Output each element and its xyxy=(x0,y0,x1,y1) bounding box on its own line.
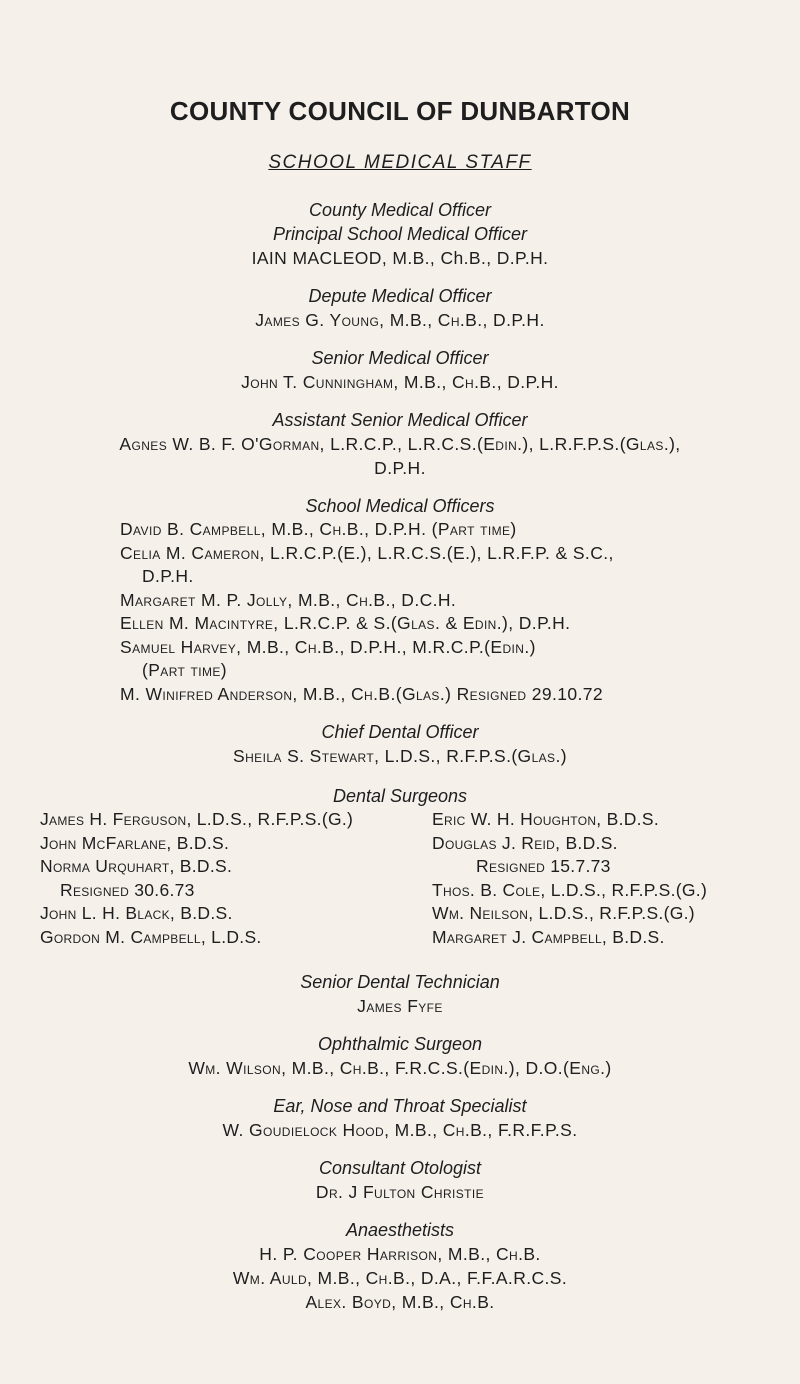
senior-section xyxy=(0,346,800,394)
assistant-senior-section xyxy=(0,408,800,480)
depute-name: James G. Young, M.B., Ch.B., D.P.H. xyxy=(255,310,545,330)
list-item: M. Winifred Anderson, M.B., Ch.B.(Glas.) Resigned 29.10.72 xyxy=(120,683,604,704)
list-item: Celia M. Cameron, L.R.C.P.(E.), L.R.C.S.(E.), L.R.F.P. & S.C., xyxy=(120,542,614,563)
list-item: Ellen M. Macintyre, L.R.C.P. & S.(Glas. & Edin.), D.P.H. xyxy=(120,613,571,633)
ophthalmic-section xyxy=(0,1032,800,1080)
list-item: Gordon M. Campbell, L.D.S. xyxy=(40,926,262,947)
ent-role: Ear, Nose and Throat Specialist xyxy=(273,1096,527,1116)
ent-section xyxy=(0,1094,800,1142)
list-item: Resigned 30.6.73 xyxy=(60,879,195,900)
list-item: Thos. B. Cole, L.D.S., R.F.P.S.(G.) xyxy=(432,879,708,900)
ophthalmic-name: Wm. Wilson, M.B., Ch.B., F.R.C.S.(Edin.), D.O.(Eng.) xyxy=(188,1058,612,1078)
dental-surgeons-role: Dental Surgeons xyxy=(332,786,468,806)
otologist-section xyxy=(0,1156,800,1204)
dental-surgeons-right-column xyxy=(432,808,707,949)
school-officers-role: School Medical Officers xyxy=(305,496,495,516)
otologist-name: Dr. J Fulton Christie xyxy=(315,1182,485,1202)
principal-officer-role: Principal School Medical Officer xyxy=(272,224,528,244)
anaesthetist-name: Wm. Auld, M.B., Ch.B., D.A., F.F.A.R.C.S. xyxy=(232,1268,568,1288)
list-item: Margaret M. P. Jolly, M.B., Ch.B., D.C.H. xyxy=(120,589,457,610)
page-title: COUNTY COUNCIL OF DUNBARTON xyxy=(169,96,631,126)
list-item: Eric W. H. Houghton, B.D.S. xyxy=(432,809,659,829)
anaesthetists-role: Anaesthetists xyxy=(345,1220,455,1240)
list-item: Norma Urquhart, B.D.S. xyxy=(40,856,233,876)
anaesthetist-name: H. P. Cooper Harrison, M.B., Ch.B. xyxy=(259,1244,541,1264)
list-item: John L. H. Black, B.D.S. xyxy=(40,903,233,923)
chief-dental-name: Sheila S. Stewart, L.D.S., R.F.P.S.(Glas.) xyxy=(233,746,567,766)
list-item: Wm. Neilson, L.D.S., R.F.P.S.(G.) xyxy=(432,903,695,923)
list-item: (Part time) xyxy=(142,660,228,680)
list-item: Resigned 15.7.73 xyxy=(476,856,611,876)
technician-section xyxy=(0,970,800,1018)
page-subtitle: SCHOOL MEDICAL STAFF xyxy=(268,152,532,173)
list-item: David B. Campbell, M.B., Ch.B., D.P.H. (Part time) xyxy=(120,519,517,539)
county-officer-section xyxy=(0,198,800,270)
assistant-senior-name-line1: Agnes W. B. F. O'Gorman, L.R.C.P., L.R.C.S.(Edin.), L.R.F.P.S.(Glas.), xyxy=(119,434,681,454)
depute-role: Depute Medical Officer xyxy=(308,286,492,306)
list-item: D.P.H. xyxy=(142,566,194,586)
assistant-senior-role: Assistant Senior Medical Officer xyxy=(272,410,528,430)
senior-role: Senior Medical Officer xyxy=(311,348,489,368)
list-item: James H. Ferguson, L.D.S., R.F.P.S.(G.) xyxy=(40,809,354,829)
anaesthetist-name: Alex. Boyd, M.B., Ch.B. xyxy=(305,1292,495,1312)
senior-name: John T. Cunningham, M.B., Ch.B., D.P.H. xyxy=(241,372,559,392)
list-item: John McFarlane, B.D.S. xyxy=(40,832,230,853)
chief-dental-role: Chief Dental Officer xyxy=(321,722,479,742)
county-officer-name: IAIN MACLEOD, M.B., Ch.B., D.P.H. xyxy=(251,248,549,268)
anaesthetists-section xyxy=(0,1218,800,1314)
school-officers-heading xyxy=(0,494,800,518)
technician-role: Senior Dental Technician xyxy=(300,972,500,992)
otologist-role: Consultant Otologist xyxy=(318,1158,482,1178)
list-item: Douglas J. Reid, B.D.S. xyxy=(432,832,618,853)
list-item: Samuel Harvey, M.B., Ch.B., D.P.H., M.R.C.P.(Edin.) xyxy=(120,636,536,657)
list-item: Margaret J. Campbell, B.D.S. xyxy=(432,926,665,947)
assistant-senior-name-line2: D.P.H. xyxy=(374,458,426,478)
depute-section xyxy=(0,284,800,332)
technician-name: James Fyfe xyxy=(357,996,443,1016)
dental-surgeons-left-column xyxy=(40,808,353,949)
dental-surgeons-heading xyxy=(0,784,800,808)
ophthalmic-role: Ophthalmic Surgeon xyxy=(317,1034,483,1054)
county-officer-role: County Medical Officer xyxy=(308,200,492,220)
ent-name: W. Goudielock Hood, M.B., Ch.B., F.R.F.P.S. xyxy=(222,1120,578,1140)
school-officers-list xyxy=(120,518,740,706)
chief-dental-section xyxy=(0,720,800,768)
